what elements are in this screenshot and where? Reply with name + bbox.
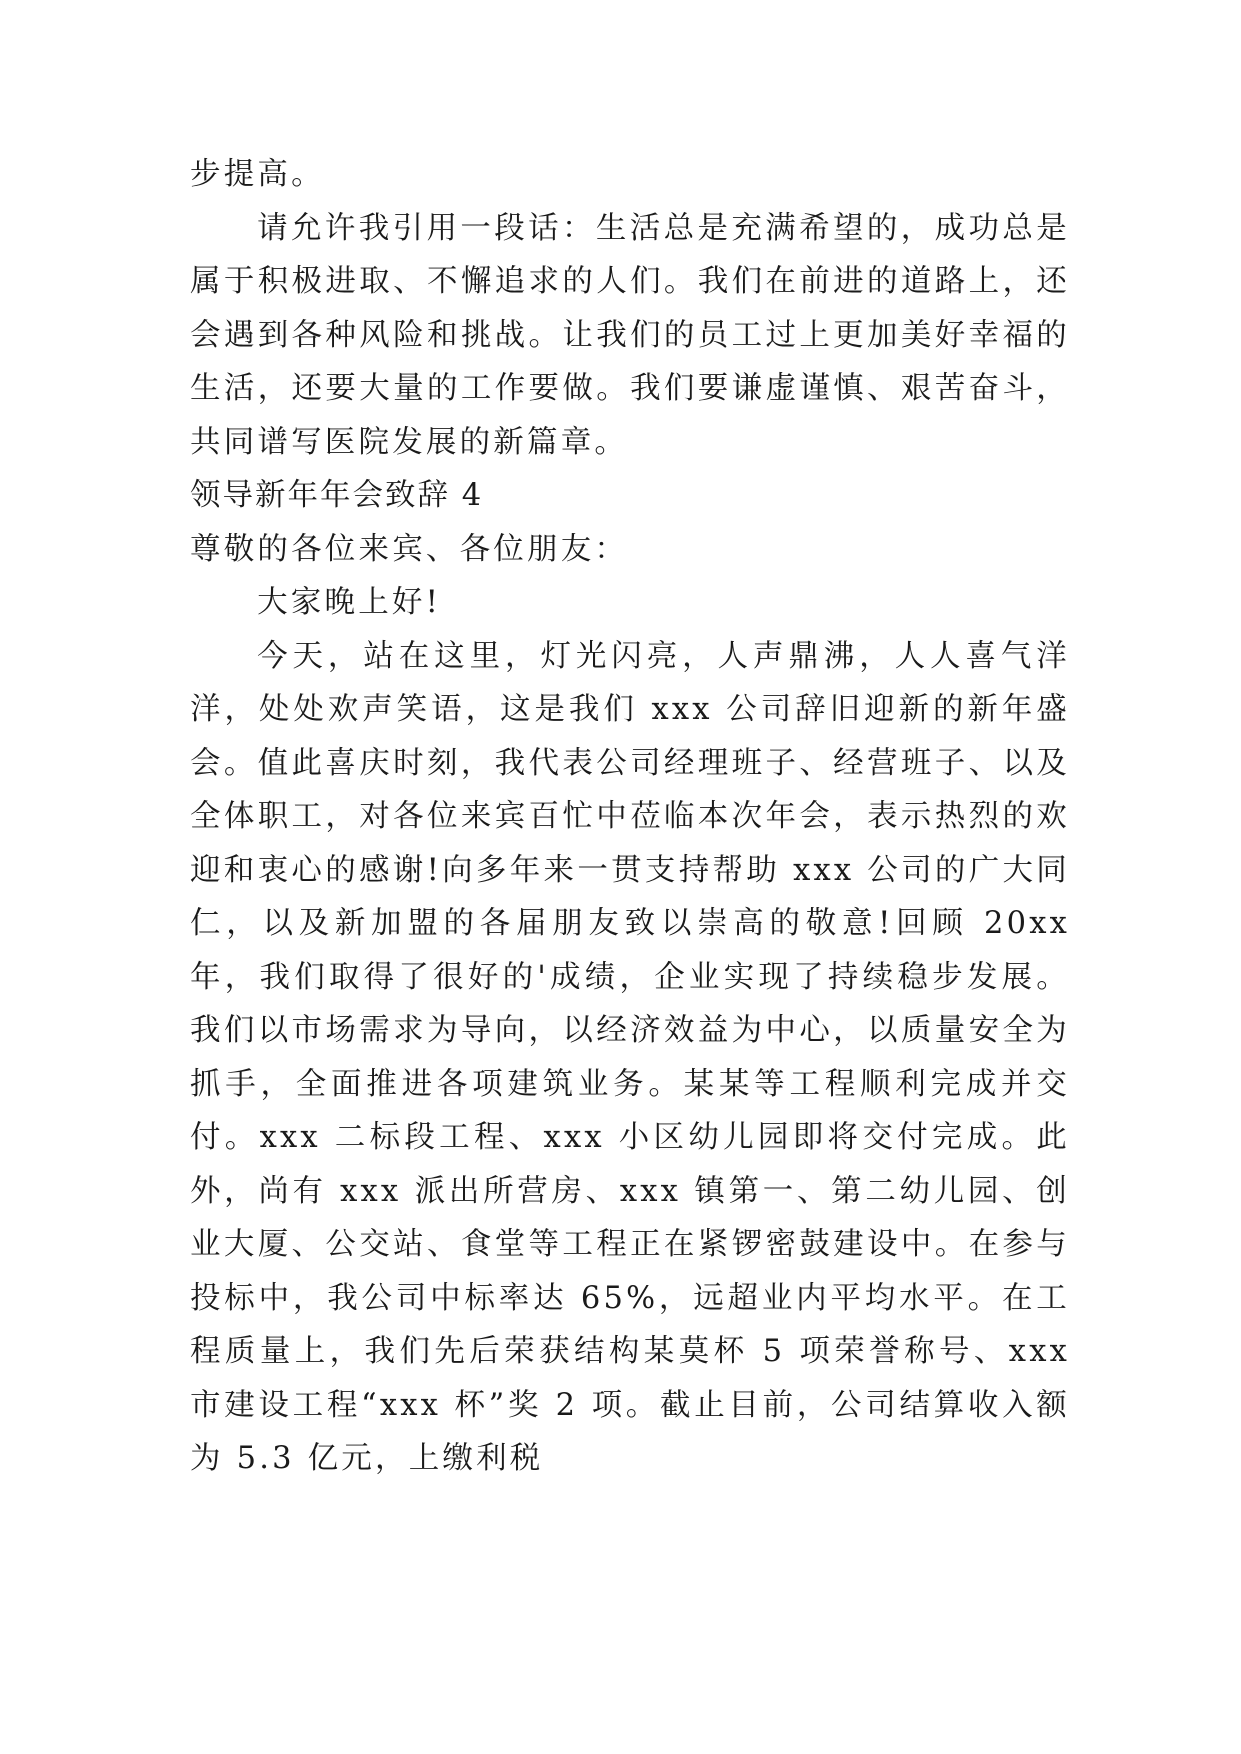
greeting: 大家晚上好! (257, 585, 442, 620)
salutation: 尊敬的各位来宾、各位朋友： (190, 531, 629, 567)
section-heading: 领导新年年会致辞 4 (190, 478, 484, 513)
paragraph-body: 今天，站在这里，灯光闪亮，人声鼎沸，人人喜气洋洋，处处欢声笑语，这是我们 xxx 公司辞旧迎新的新年盛会。值此喜庆时刻，我代表公司经理班子、经营班子、以及全体职工，对各位来宾百忙中莅临本次年会，表示热烈的欢迎和衷心的感谢!向多年来一贯支持帮助 xxx 公司的广大同仁，以及新加盟的各届朋友致以崇高的敬意!回顾 20xx 年，我们取得了很好的'成绩，企业实现了持续稳步发展。我们以市场需求为导向，以经济效益为中心，以质量安全为抓手，全面推进各项建筑业务。某某等工程顺利完成并交付。xxx 二标段工程、xxx 小区幼儿园即将交付完成。此外，尚有 xxx 派出所营房、xxx 镇第一、第二幼儿园、创业大厦、公交站、食堂等工程正在紧锣密鼓建设中。在参与投标中，我公司中标率达 65%，远超业内平均水平。在工程质量上，我们先后荣获结构某莫杯 5 项荣誉称号、xxx 市建设工程“xxx 杯”奖 2 项。截止目前，公司结算收入额为 5.3 亿元，上缴利税 (190, 638, 1070, 1476)
paragraph-quote: 请允许我引用一段话：生活总是充满希望的，成功总是属于积极进取、不懈追求的人们。我们在前进的道路上，还会遇到各种风险和挑战。让我们的员工过上更加美好幸福的生活，还要大量的工作要做。我们要谦虚谨慎、艰苦奋斗，共同谱写医院发展的新篇章。 (190, 210, 1070, 460)
document-body (190, 148, 1070, 1486)
paragraph-continuation: 步提高。 (190, 157, 325, 192)
